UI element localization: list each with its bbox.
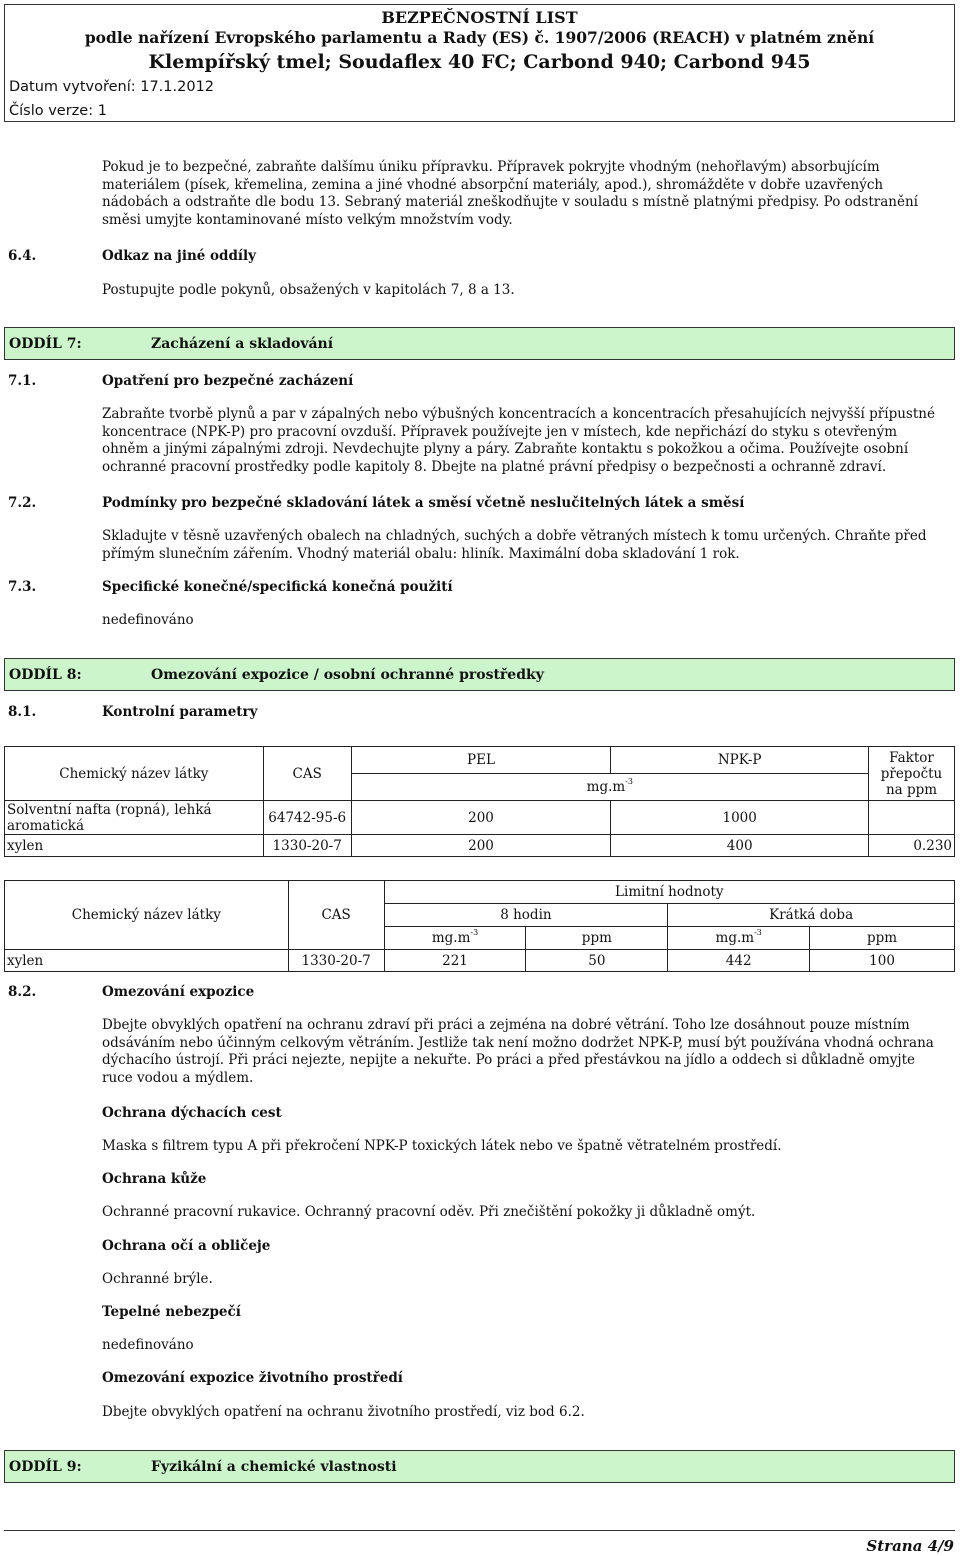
section-7-header [4,327,955,360]
table-row [5,950,955,972]
respiratory-title: Ochrana dýchacích cest [102,1105,282,1121]
s8-2-title: Omezování expozice [102,984,255,1000]
col-header-short: Krátká doba [668,904,955,927]
s7-3-text: nedefinováno [102,612,194,628]
cell-name: xylen [5,950,289,972]
cell-value: 100 [810,950,955,972]
table-row [5,801,955,835]
s8-2-line: odsáváním nebo účinným celkovým větráním. Jestliže tak není možno dodržet NPK-P, musí být používána vhodná ochrana [102,1034,934,1051]
cell-value: 442 [668,950,810,972]
unit-label: mg.m [586,779,626,795]
control-parameters-table [4,746,955,857]
section-8-number: ODDÍL 8: [9,667,82,683]
s7-1-line: ochranné pracovní prostředky podle kapitoly 8. Dbejte na platné právní předpisy o bezpečnosti a ochranně zdraví. [102,458,887,475]
header-subtitle: podle nařízení Evropského parlamentu a Rady (ES) č. 1907/2006 (REACH) v platném znění [84,28,875,47]
cell-factor [869,801,955,835]
s6-paragraph [102,159,918,229]
s6-4-number: 6.4. [8,248,37,264]
cell-cas: 1330-20-7 [288,950,384,972]
s7-2-paragraph [102,528,926,563]
header-title: BEZPEČNOSTNÍ LIST [381,8,578,27]
header-product: Klempířský tmel; Soudaflex 40 FC; Carbond 940; Carbond 945 [148,51,811,73]
heat-text: nedefinováno [102,1337,194,1353]
document-header [4,4,955,122]
cell-npk: 400 [611,835,869,857]
s7-1-line: ohněm a jinými zápalnými zdroji. Nevdechujte plyny a páry. Zabraňte kontaktu s pokožkou a očima. Používejte osobní [102,441,909,457]
section-7-number: ODDÍL 7: [9,336,82,352]
col-header-factor: Faktor přepočtu na ppm [869,747,955,801]
env-text: Dbejte obvyklých opatření na ochranu životního prostředí, viz bod 6.2. [102,1404,585,1420]
table-header-row [5,881,955,904]
s6-4-title: Odkaz na jiné oddíly [102,248,257,264]
respiratory-text: Maska s filtrem typu A při překročení NPK-P toxických látek nebo ve špatně větratelném prostředí. [102,1138,782,1154]
cell-value: 50 [526,950,668,972]
s6-line: nádobách a odstraňte dle bodu 13. Sebraný materiál zneškodňujte v souladu s místně platnými předpisy. Po odstranění [102,194,918,210]
cell-npk: 1000 [611,801,869,835]
col-header-unit [351,774,868,801]
unit-exponent: -3 [625,777,633,786]
col-header-ppm: ppm [810,927,955,950]
cell-cas: 64742-95-6 [263,801,351,835]
section-9-number: ODDÍL 9: [9,1459,82,1475]
unit-exponent: -3 [470,928,479,937]
s8-2-paragraph [102,1017,934,1087]
cell-pel: 200 [351,801,611,835]
table-header-row [5,747,955,774]
s7-2-title: Podmínky pro bezpečné skladování látek a směsí včetně neslučitelných látek a směsí [102,495,745,511]
col-header-ppm: ppm [526,927,668,950]
heat-title: Tepelné nebezpečí [102,1304,241,1320]
section-9-title: Fyzikální a chemické vlastnosti [151,1459,397,1475]
cell-cas: 1330-20-7 [263,835,351,857]
cell-name: Solventní nafta (ropná), lehká aromatická [5,801,264,835]
cell-pel: 200 [351,835,611,857]
s6-line: materiálem (písek, křemelina, zemina a jiné vhodné absorpční materiály, apod.), shromážděte v dobře uzavřených [102,176,884,193]
section-8-header [4,658,955,691]
eye-text: Ochranné brýle. [102,1271,213,1287]
limit-values-table [4,880,955,972]
col-header-mg [384,927,526,950]
s7-1-line: koncentrace (NPK-P) pro pracovní ovzduší. Přípravek používejte jen v místech, kde nepřichází do styku s otevřeným [102,423,898,440]
skin-text: Ochranné pracovní rukavice. Ochranný pracovní oděv. Při znečištění pokožky ji důkladně omýt. [102,1204,756,1220]
s7-2-line: přímým slunečním zářením. Vhodný materiál obalu: hliník. Maximální doba skladování 1 rok. [102,545,740,562]
s8-2-number: 8.2. [8,984,37,1000]
skin-title: Ochrana kůže [102,1171,207,1187]
table-row [5,835,955,857]
cell-name: xylen [5,835,264,857]
section-9-header [4,1450,955,1483]
s7-3-number: 7.3. [8,579,37,595]
s7-1-title: Opatření pro bezpečné zacházení [102,373,354,389]
s7-3-title: Specifické konečné/specifická konečná použití [102,579,453,595]
col-header-name: Chemický název látky [5,747,264,801]
s8-2-line: ruce vodou a mýdlem. [102,1069,254,1086]
col-header-8h: 8 hodin [384,904,668,927]
section-7-title: Zacházení a skladování [151,336,334,352]
s7-2-line: Skladujte v těsně uzavřených obalech na chladných, suchých a dobře větraných místech k tomu určených. Chraňte před [102,528,927,544]
s7-1-number: 7.1. [8,373,37,389]
s6-line: směsi umyjte kontaminované místo velkým množstvím vody. [102,211,513,228]
s8-2-line: dýchacího ústrojí. Při práci nejezte, nepijte a nekuřte. Po práci a před přestávkou na jídlo a oddech si důkladně omyjte [102,1052,916,1068]
col-header-limits: Limitní hodnoty [384,881,954,904]
s8-1-title: Kontrolní parametry [102,704,258,720]
page-number: Strana 4/9 [866,1537,954,1555]
s6-4-text: Postupujte podle pokynů, obsažených v kapitolách 7, 8 a 13. [102,282,515,298]
s7-1-line: Zabraňte tvorbě plynů a par v zápalných nebo výbušných koncentracích a koncentracích přesahujících nejvyšší přípustné [102,406,935,422]
col-header-pel: PEL [351,747,611,774]
header-version: Číslo verze: 1 [9,103,107,119]
col-header-name: Chemický název látky [5,881,289,950]
footer-divider [4,1530,955,1531]
s8-1-number: 8.1. [8,704,37,720]
cell-factor: 0.230 [869,835,955,857]
col-header-npk: NPK-P [611,747,869,774]
col-header-mg [668,927,810,950]
unit-label: mg.m [715,930,755,946]
eye-title: Ochrana očí a obličeje [102,1238,271,1254]
col-header-cas: CAS [288,881,384,950]
unit-label: mg.m [431,930,471,946]
env-title: Omezování expozice životního prostředí [102,1370,403,1386]
s7-2-number: 7.2. [8,495,37,511]
s6-line: Pokud je to bezpečné, zabraňte dalšímu úniku přípravku. Přípravek pokryjte vhodným (nehořlavým) absorbujícím [102,159,880,175]
s7-1-paragraph [102,406,935,476]
unit-exponent: -3 [754,928,762,937]
cell-value: 221 [384,950,526,972]
col-header-cas: CAS [263,747,351,801]
header-created: Datum vytvoření: 17.1.2012 [9,79,215,95]
section-8-title: Omezování expozice / osobní ochranné prostředky [151,667,544,683]
s8-2-line: Dbejte obvyklých opatření na ochranu zdraví při práci a zejména na dobré větrání. Toho lze dosáhnout pouze místním [102,1017,910,1033]
